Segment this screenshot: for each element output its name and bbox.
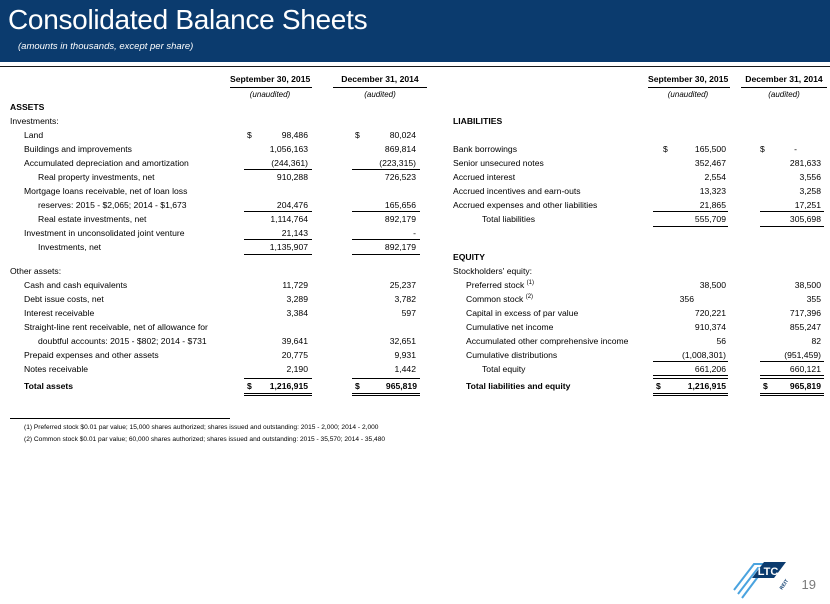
total-le-topline-1 xyxy=(653,378,728,379)
equity-row-label: Accumulated other comprehensive income xyxy=(466,336,629,346)
asset-row-value-2: 892,179 xyxy=(384,214,416,224)
total-le-dbl-2a xyxy=(760,393,824,394)
equity-row-label: Cumulative net income xyxy=(466,322,554,332)
total-assets-topline-2 xyxy=(352,378,420,379)
asset-row-value-1: 1,135,907 xyxy=(269,242,308,252)
equity-row-value-1: 910,374 xyxy=(694,322,726,332)
investments-net-underline-1 xyxy=(244,254,312,255)
liab-total-underline-1 xyxy=(653,226,728,227)
assets-col2-header: December 31, 2014 xyxy=(341,74,419,84)
preferred-footnote-ref: (1) xyxy=(526,280,535,287)
equity-row-value-1: 720,221 xyxy=(694,308,726,318)
page-subtitle: (amounts in thousands, except per share) xyxy=(18,41,194,52)
liability-row-value-1: 13,323 xyxy=(699,186,726,196)
equity-row-value-2: 660,121 xyxy=(789,364,821,374)
title-banner xyxy=(0,0,830,62)
asset-row-value-1: 98,486 xyxy=(281,130,308,140)
asset-row-label: Real estate investments, net xyxy=(38,214,147,224)
asset-row-value-2: 80,024 xyxy=(389,130,416,140)
other-asset-row-value-2: 3,782 xyxy=(394,294,416,304)
liability-dollar-1: $ xyxy=(663,144,668,154)
liability-row-label: Accrued expenses and other liabilities xyxy=(453,200,598,210)
preferred-stock-text: Preferred stock xyxy=(466,280,525,290)
accum-dep-underline-1 xyxy=(244,169,312,170)
assets-heading: ASSETS xyxy=(10,102,45,112)
other-asset-row-value-1: 39,641 xyxy=(281,336,308,346)
asset-row-value-1: 910,288 xyxy=(276,172,308,182)
dist-underline-1 xyxy=(653,361,728,362)
other-asset-row-value-1: 3,384 xyxy=(286,308,308,318)
equity-row-value-2: 855,247 xyxy=(789,322,821,332)
preferred-stock-value-2: 38,500 xyxy=(794,280,821,290)
le-col1-subheader: (unaudited) xyxy=(667,90,709,99)
equity-row-label: Capital in excess of par value xyxy=(466,308,579,318)
preferred-stock-value-1: 38,500 xyxy=(699,280,726,290)
le-col1-header: September 30, 2015 xyxy=(648,74,729,84)
asset-row-value-2: (223,315) xyxy=(379,158,416,168)
page-title: Consolidated Balance Sheets xyxy=(8,4,368,35)
total-assets-value-1: 1,216,915 xyxy=(269,381,308,391)
other-asset-row-value-1: 2,190 xyxy=(286,364,308,374)
liability-row-value-2: 3,258 xyxy=(799,186,821,196)
footnote-rule xyxy=(10,418,230,419)
assets-col1-subheader: (unaudited) xyxy=(249,90,291,99)
other-asset-row-value-1: 20,775 xyxy=(281,350,308,360)
equity-row-value-2: (951,459) xyxy=(784,350,821,360)
total-assets-dbl-2b xyxy=(352,395,420,396)
total-le-topline-2 xyxy=(760,378,824,379)
asset-row-value-2: 726,523 xyxy=(384,172,416,182)
liability-row-label: Senior unsecured notes xyxy=(453,158,544,168)
liability-row-value-1: 21,865 xyxy=(699,200,726,210)
asset-row-dollar-1: $ xyxy=(247,130,252,140)
liab-underline-1 xyxy=(653,211,728,212)
investments-label: Investments: xyxy=(10,116,59,126)
other-assets-label: Other assets: xyxy=(10,266,62,276)
liability-row-value-1: 555,709 xyxy=(694,214,726,224)
other-asset-row-value-2: 9,931 xyxy=(394,350,416,360)
equity-row-value-1: 56 xyxy=(716,336,726,346)
asset-row-value-2: - xyxy=(413,228,416,238)
liab-total-underline-2 xyxy=(760,226,824,227)
asset-row-label: Investments, net xyxy=(38,242,102,252)
other-asset-row-label: doubtful accounts: 2015 - $802; 2014 - $731 xyxy=(38,336,207,346)
common-stock-value-2: 355 xyxy=(806,294,821,304)
common-stock-value-1: 356 xyxy=(679,294,694,304)
asset-row-value-2: 892,179 xyxy=(384,242,416,252)
total-le-label: Total liabilities and equity xyxy=(466,381,571,391)
common-stock-label xyxy=(466,293,533,307)
assets-col2-subheader: (audited) xyxy=(364,90,396,99)
other-asset-row-label: Notes receivable xyxy=(24,364,89,374)
stockholders-equity-label: Stockholders' equity: xyxy=(453,266,533,276)
other-asset-row-value-2: 1,442 xyxy=(394,364,416,374)
liability-row-value-2: 3,556 xyxy=(799,172,821,182)
other-asset-row-label: Straight-line rent receivable, net of allowance for xyxy=(24,322,208,332)
asset-row-label: Real property investments, net xyxy=(38,172,155,182)
equity-row-label: Total equity xyxy=(482,364,526,374)
logo-tag: REIT xyxy=(778,578,791,592)
liability-row-value-1: 165,500 xyxy=(694,144,726,154)
common-footnote-ref: (2) xyxy=(525,294,534,301)
total-assets-value-2: 965,819 xyxy=(385,381,417,391)
le-col2-subheader: (audited) xyxy=(768,90,800,99)
total-assets-dbl-1a xyxy=(244,393,312,394)
ltc-logo xyxy=(730,554,796,600)
equity-row-value-2: 717,396 xyxy=(789,308,821,318)
asset-row-dollar-2: $ xyxy=(355,130,360,140)
jv-underline-1 xyxy=(244,239,312,240)
other-asset-row-label: Cash and cash equivalents xyxy=(24,280,128,290)
asset-row-value-1: 1,056,163 xyxy=(269,144,308,154)
liabilities-heading: LIABILITIES xyxy=(453,116,503,126)
common-stock-text: Common stock xyxy=(466,294,524,304)
dist-underline-2 xyxy=(760,361,824,362)
other-asset-row-value-2: 32,651 xyxy=(389,336,416,346)
asset-row-value-1: (244,361) xyxy=(271,158,308,168)
asset-row-label: Mortgage loans receivable, net of loan loss xyxy=(24,186,188,196)
asset-row-value-2: 869,814 xyxy=(384,144,416,154)
total-assets-dbl-1b xyxy=(244,395,312,396)
header-rule xyxy=(0,66,830,67)
total-assets-dbl-2a xyxy=(352,393,420,394)
liability-row-label: Accrued interest xyxy=(453,172,516,182)
asset-row-label: reserves: 2015 - $2,065; 2014 - $1,673 xyxy=(38,200,187,210)
preferred-stock-label xyxy=(466,279,534,293)
total-le-dbl-2b xyxy=(760,395,824,396)
mortgage-underline-1 xyxy=(244,211,312,212)
equity-total-underline-1 xyxy=(653,375,728,376)
accum-dep-underline-2 xyxy=(352,169,420,170)
equity-row-value-1: 661,206 xyxy=(694,364,726,374)
liability-row-value-2: 305,698 xyxy=(789,214,821,224)
total-le-dollar-2: $ xyxy=(763,381,768,391)
asset-row-label: Land xyxy=(24,130,44,140)
total-le-dbl-1b xyxy=(653,395,728,396)
total-assets-dollar-1: $ xyxy=(247,381,252,391)
asset-row-value-1: 204,476 xyxy=(276,200,308,210)
other-asset-row-value-1: 3,289 xyxy=(286,294,308,304)
total-le-dollar-1: $ xyxy=(656,381,661,391)
total-le-value-2: 965,819 xyxy=(789,381,821,391)
other-asset-row-label: Prepaid expenses and other assets xyxy=(24,350,159,360)
equity-row-value-1: (1,008,301) xyxy=(682,350,726,360)
asset-row-value-1: 1,114,764 xyxy=(270,214,308,224)
liability-row-value-2: 281,633 xyxy=(789,158,821,168)
equity-row-value-2: 82 xyxy=(811,336,821,346)
liability-row-label: Bank borrowings xyxy=(453,144,518,154)
liability-row-label: Accrued incentives and earn-outs xyxy=(453,186,581,196)
logo-text: LTC xyxy=(757,566,779,578)
assets-col1-header: September 30, 2015 xyxy=(230,74,311,84)
page-number: 19 xyxy=(801,577,816,592)
asset-row-label: Buildings and improvements xyxy=(24,144,132,154)
liability-dollar-2: $ xyxy=(760,144,765,154)
liability-row-value-2: 17,251 xyxy=(794,200,821,210)
footnotes xyxy=(10,418,385,448)
investments-net-underline-2 xyxy=(352,254,420,255)
total-assets-topline-1 xyxy=(244,378,312,379)
asset-row-value-1: 21,143 xyxy=(281,228,308,238)
liab-underline-2 xyxy=(760,211,824,212)
other-asset-row-label: Interest receivable xyxy=(24,308,95,318)
equity-row-label: Cumulative distributions xyxy=(466,350,558,360)
total-assets-label: Total assets xyxy=(24,381,74,391)
other-asset-row-value-2: 597 xyxy=(401,308,416,318)
other-asset-row-value-2: 25,237 xyxy=(389,280,416,290)
asset-row-label: Investment in unconsolidated joint venture xyxy=(24,228,185,238)
asset-row-label: Accumulated depreciation and amortization xyxy=(24,158,189,168)
asset-row-value-2: 165,656 xyxy=(384,200,416,210)
equity-heading: EQUITY xyxy=(453,252,485,262)
total-le-value-1: 1,216,915 xyxy=(687,381,726,391)
other-asset-row-label: Debt issue costs, net xyxy=(24,294,104,304)
equity-total-underline-2 xyxy=(760,375,824,376)
footnote-2: (2) Common stock $0.01 par value; 60,000 shares authorized; shares issued and outstanding: 2015 - 35,570; 2014 - 35,480 xyxy=(24,436,386,443)
liability-row-value-2: - xyxy=(794,144,797,154)
footnote-1: (1) Preferred stock $0.01 par value; 15,000 shares authorized; shares issued and outstanding: 2015 - 2,000; 2014 - 2,000 xyxy=(24,424,379,431)
liability-row-value-1: 2,554 xyxy=(704,172,726,182)
liability-row-value-1: 352,467 xyxy=(694,158,726,168)
total-le-dbl-1a xyxy=(653,393,728,394)
jv-underline-2 xyxy=(352,239,420,240)
le-col2-header: December 31, 2014 xyxy=(745,74,823,84)
mortgage-underline-2 xyxy=(352,211,420,212)
liability-row-label: Total liabilities xyxy=(482,214,536,224)
total-assets-dollar-2: $ xyxy=(355,381,360,391)
other-asset-row-value-1: 11,729 xyxy=(282,280,308,290)
